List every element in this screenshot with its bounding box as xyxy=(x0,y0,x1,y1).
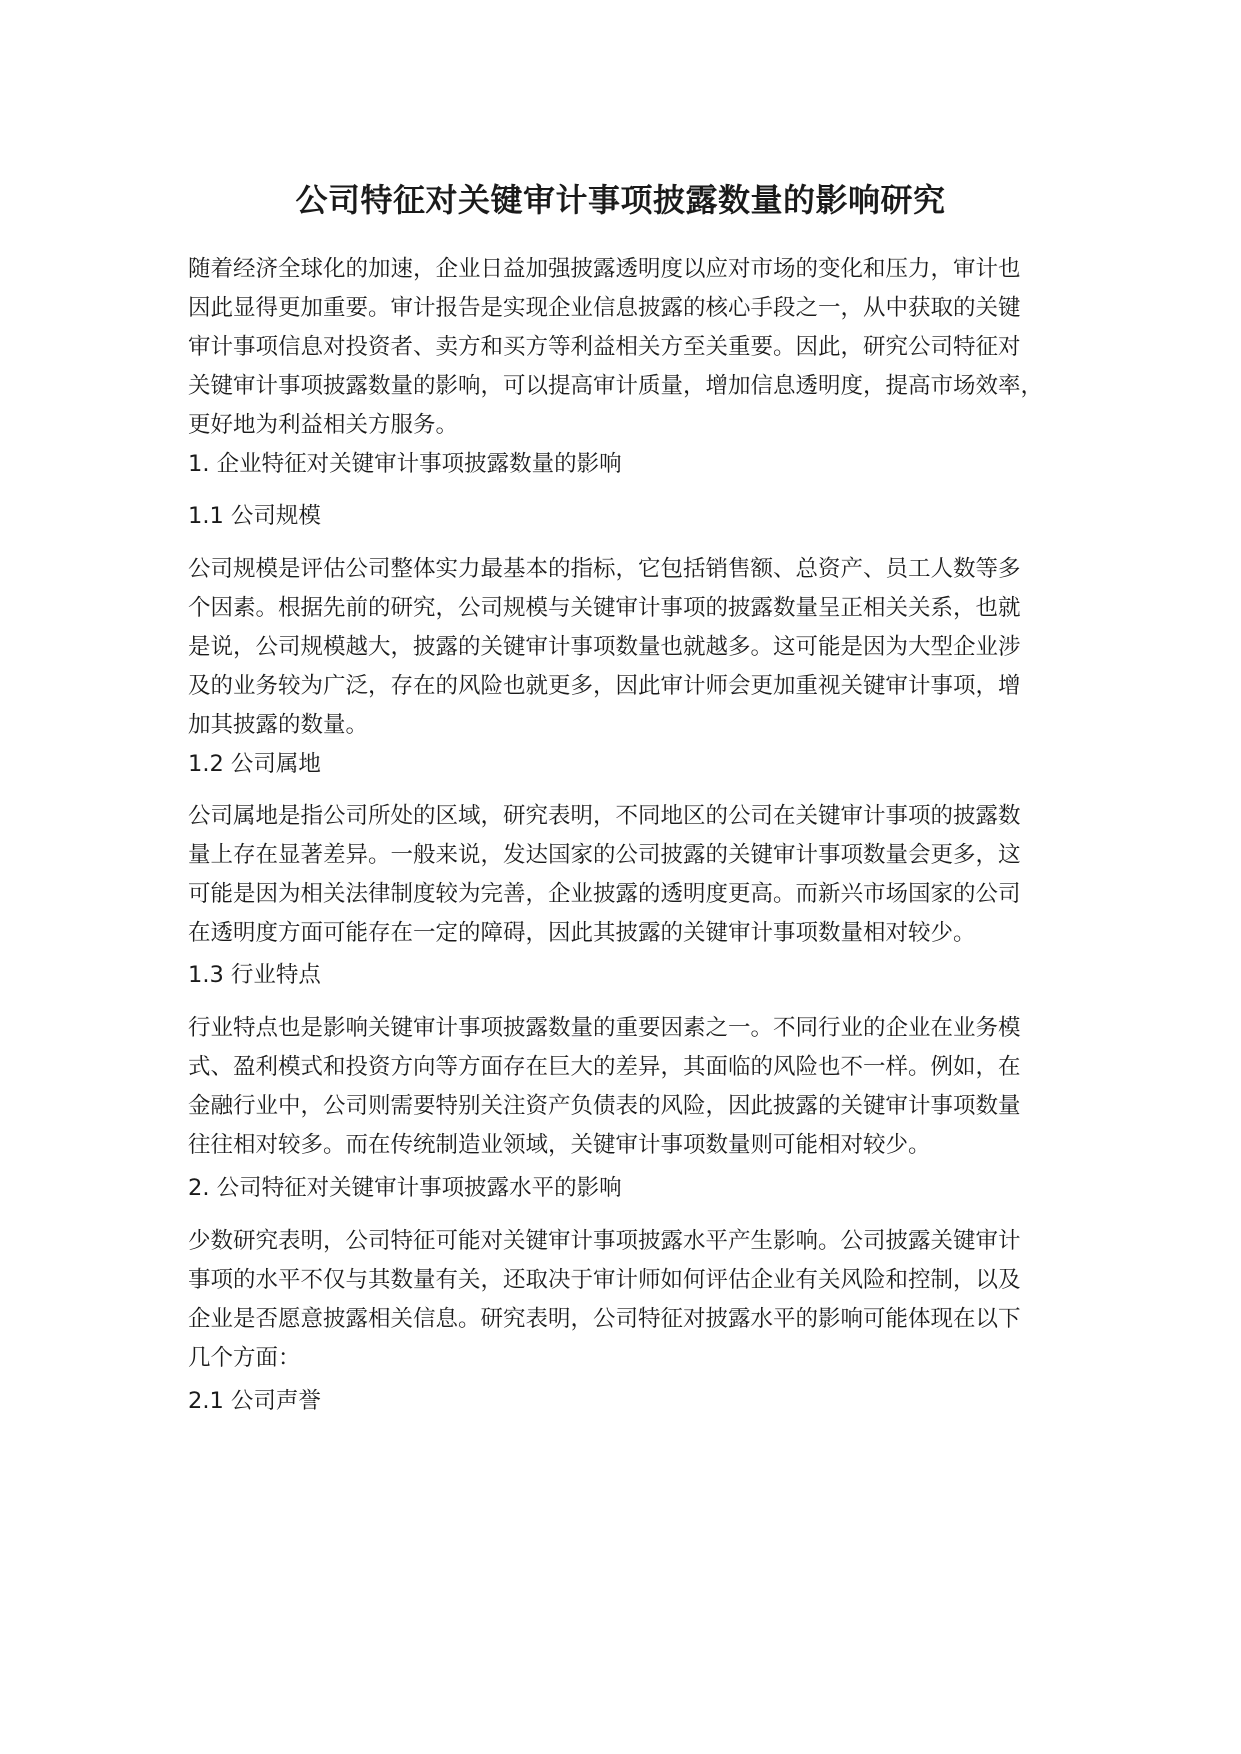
text-line: 往往相对较多。而在传统制造业领域，关键审计事项数量则可能相对较少。 xyxy=(188,1132,931,1158)
text-line: 可能是因为相关法律制度较为完善，企业披露的透明度更高。而新兴市场国家的公司 xyxy=(188,881,1021,907)
subsection-heading-1-1: 1.1 公司规模 xyxy=(188,503,321,529)
text-line: 在透明度方面可能存在一定的障碍，因此其披露的关键审计事项数量相对较少。 xyxy=(188,920,976,946)
text-line: 金融行业中，公司则需要特别关注资产负债表的风险，因此披露的关键审计事项数量 xyxy=(188,1093,1021,1119)
text-line: 企业是否愿意披露相关信息。研究表明，公司特征对披露水平的影响可能体现在以下 xyxy=(188,1306,1021,1332)
text-line: 及的业务较为广泛，存在的风险也就更多，因此审计师会更加重视关键审计事项，增 xyxy=(188,673,1021,699)
subsection-heading-1-3: 1.3 行业特点 xyxy=(188,962,321,988)
intro-paragraph xyxy=(188,250,1068,445)
text-line: 式、盈利模式和投资方向等方面存在巨大的差异，其面临的风险也不一样。例如，在 xyxy=(188,1054,1021,1080)
text-line: 更好地为利益相关方服务。 xyxy=(188,412,459,438)
text-line: 几个方面： xyxy=(188,1345,301,1371)
subsection-heading-2-1: 2.1 公司声誉 xyxy=(188,1388,321,1414)
paragraph-disclosure-level xyxy=(188,1222,1068,1378)
text-line: 少数研究表明，公司特征可能对关键审计事项披露水平产生影响。公司披露关键审计 xyxy=(188,1228,1021,1254)
text-line: 审计事项信息对投资者、卖方和买方等利益相关方至关重要。因此，研究公司特征对 xyxy=(188,334,1021,360)
text-line: 因此显得更加重要。审计报告是实现企业信息披露的核心手段之一，从中获取的关键 xyxy=(188,295,1021,321)
document-title: 公司特征对关键审计事项披露数量的影响研究 xyxy=(295,181,946,219)
section-heading-1: 1. 企业特征对关键审计事项披露数量的影响 xyxy=(188,451,622,477)
text-line: 公司属地是指公司所处的区域，研究表明，不同地区的公司在关键审计事项的披露数 xyxy=(188,803,1021,829)
paragraph-industry xyxy=(188,1009,1068,1165)
text-line: 量上存在显著差异。一般来说，发达国家的公司披露的关键审计事项数量会更多，这 xyxy=(188,842,1021,868)
section-heading-2: 2. 公司特征对关键审计事项披露水平的影响 xyxy=(188,1175,622,1201)
text-line: 公司规模是评估公司整体实力最基本的指标，它包括销售额、总资产、员工人数等多 xyxy=(188,556,1021,582)
text-line: 个因素。根据先前的研究，公司规模与关键审计事项的披露数量呈正相关关系，也就 xyxy=(188,595,1021,621)
paragraph-company-location xyxy=(188,797,1068,953)
text-line: 关键审计事项披露数量的影响，可以提高审计质量，增加信息透明度，提高市场效率， xyxy=(188,373,1044,399)
text-line: 事项的水平不仅与其数量有关，还取决于审计师如何评估企业有关风险和控制，以及 xyxy=(188,1267,1021,1293)
text-line: 随着经济全球化的加速，企业日益加强披露透明度以应对市场的变化和压力，审计也 xyxy=(188,256,1021,282)
text-line: 加其披露的数量。 xyxy=(188,712,369,738)
text-line: 是说，公司规模越大，披露的关键审计事项数量也就越多。这可能是因为大型企业涉 xyxy=(188,634,1021,660)
subsection-heading-1-2: 1.2 公司属地 xyxy=(188,751,321,777)
paragraph-company-size xyxy=(188,550,1068,745)
text-line: 行业特点也是影响关键审计事项披露数量的重要因素之一。不同行业的企业在业务模 xyxy=(188,1015,1021,1041)
